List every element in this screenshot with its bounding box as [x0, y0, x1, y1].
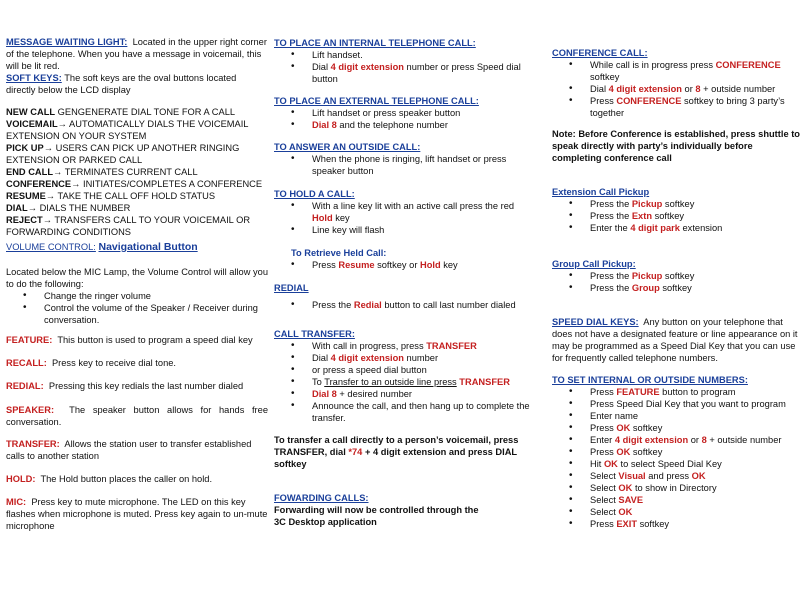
- list-item: • Press FEATURE button to program: [590, 386, 802, 398]
- external-call-section: TO PLACE AN EXTERNAL TELEPHONE CALL: • Lift handset or press speaker button • Dial 8 and the telephone number: [274, 95, 536, 131]
- soft-key-item: CONFERENCE→ INITIATES/COMPLETES A CONFERENCE: [6, 179, 263, 189]
- retrieve-held-section: To Retrieve Held Call: • Press Resume softkey or Hold key: [291, 247, 536, 271]
- hold-section: HOLD: The Hold button places the caller on hold.: [6, 474, 213, 484]
- volume-control-section: [6, 266, 268, 326]
- forwarding-section: FOWARDING CALLS: Forwarding will now be controlled through the 3C Desktop application: [274, 493, 479, 527]
- list-item: • Press the Group softkey: [590, 282, 802, 294]
- list-item: • Press Resume softkey or Hold key: [312, 259, 536, 271]
- transfer-section: TRANSFER: Allows the station user to transfer established calls to another station: [6, 439, 252, 461]
- set-numbers-section: TO SET INTERNAL OR OUTSIDE NUMBERS: • Press FEATURE button to program • Press Speed Dial Key that you want to program • Enter name • Press OK softkey • Enter 4 digit extension or 8 + outside number • Press OK softkey • Hit OK to select Speed Dial Key • Select Visual and press OK • Select OK to show in Directory • Select SAVE • Select OK • Press EXIT softkey: [552, 374, 802, 530]
- soft-key-item: NEW CALL GENGENERATE DIAL TONE FOR A CALL: [6, 107, 236, 117]
- list-item: • Enter 4 digit extension or 8 + outside number: [590, 434, 802, 446]
- volume-control-heading: VOLUME CONTROL: Navigational Button: [6, 241, 198, 253]
- list-item: • With call in progress, press TRANSFER: [312, 340, 536, 352]
- list-item: • Press the Extn softkey: [590, 210, 802, 222]
- list-item: • Select OK: [590, 506, 802, 518]
- list-item: • Press OK softkey: [590, 446, 802, 458]
- list-item: • Press CONFERENCE softkey to bring 3 party’s together: [590, 95, 802, 119]
- list-item: • Lift handset or press speaker button: [312, 107, 536, 119]
- soft-key-item: END CALL→ TERMINATES CURRENT CALL: [6, 167, 198, 177]
- extension-pickup-section: Extension Call Pickup • Press the Pickup softkey • Press the Extn softkey • Enter the 4 digit park extension: [552, 186, 802, 234]
- internal-call-section: TO PLACE AN INTERNAL TELEPHONE CALL: • Lift handset. • Dial 4 digit extension number or press Speed dial button: [274, 37, 536, 85]
- group-pickup-section: Group Call Pickup: • Press the Pickup softkey • Press the Group softkey: [552, 258, 802, 294]
- conference-note: Note: Before Conference is established, press shuttle to speak directly with party’s individually before completing conference call: [552, 129, 800, 163]
- list-item: • Change the ringer volume: [44, 290, 268, 302]
- list-item: • Dial 8 and the telephone number: [312, 119, 536, 131]
- soft-key-item: PICK UP→ USERS CAN PICK UP ANOTHER RINGING EXTENSION OR PARKED CALL: [6, 143, 240, 165]
- soft-key-item: REJECT→ TRANSFERS CALL TO YOUR VOICEMAIL OR FORWARDING CONDITIONS: [6, 215, 251, 237]
- redial-section: REDIAL • Press the Redial button to call last number dialed: [274, 282, 536, 311]
- list-item: • While call is in progress press CONFERENCE softkey: [590, 59, 802, 83]
- mwl-text: Located in the upper right corner of the telephone. When you have a message in voicemail, this will be lit red.: [6, 37, 267, 71]
- list-item: • Lift handset.: [312, 49, 536, 61]
- list-item: • Press the Pickup softkey: [590, 198, 802, 210]
- list-item: • Dial 4 digit extension number: [312, 352, 536, 364]
- volume-intro: Located below the MIC Lamp, the Volume Control will allow you to do the following:: [6, 267, 268, 289]
- list-item: • Announce the call, and then hang up to complete the transfer.: [312, 400, 536, 424]
- conference-section: CONFERENCE CALL: • While call is in progress press CONFERENCE softkey • Dial 4 digit extension or 8 + outside number • Press CONFERENCE softkey to bring 3 party’s together: [552, 47, 802, 119]
- list-item: • Select SAVE: [590, 494, 802, 506]
- hold-call-section: TO HOLD A CALL: • With a line key lit with an active call press the red Hold key • Line key will flash: [274, 188, 536, 236]
- speed-dial-section: SPEED DIAL KEYS: Any button on your telephone that does not have a designated feature or line appearance on it may be programmed as a Speed Dial Key that you can use for frequently called telephone numbers.: [552, 317, 798, 363]
- soft-keys-text: The soft keys are the oval buttons located directly below the LCD display: [6, 73, 237, 95]
- speaker-section: SPEAKER: The speaker button allows for hands free conversation.: [6, 405, 268, 427]
- voicemail-transfer-note: To transfer a call directly to a person’s voicemail, press TRANSFER, dial *74 + 4 digit extension and press DIAL softkey: [274, 435, 519, 469]
- list-item: • Dial 4 digit extension or 8 + outside number: [590, 83, 802, 95]
- list-item: • Line key will flash: [312, 224, 536, 236]
- list-item: • Enter the 4 digit park extension: [590, 222, 802, 234]
- mwl-heading: MESSAGE WAITING LIGHT:: [6, 37, 128, 47]
- list-item: • Hit OK to select Speed Dial Key: [590, 458, 802, 470]
- soft-keys-heading: SOFT KEYS:: [6, 73, 62, 83]
- list-item: • Select OK to show in Directory: [590, 482, 802, 494]
- list-item: • Control the volume of the Speaker / Receiver during conversation.: [44, 302, 268, 326]
- soft-key-item: VOICEMAIL→ AUTOMATICALLY DIALS THE VOICEMAIL EXTENSION ON YOUR SYSTEM: [6, 119, 249, 141]
- redial-section: REDIAL: Pressing this key redials the last number dialed: [6, 381, 244, 391]
- list-item: • Select Visual and press OK: [590, 470, 802, 482]
- list-item: • Press Speed Dial Key that you want to program: [590, 398, 802, 410]
- answer-call-section: TO ANSWER AN OUTSIDE CALL: • When the phone is ringing, lift handset or press speaker button: [274, 141, 536, 177]
- call-transfer-section: CALL TRANSFER: • With call in progress, press TRANSFER • Dial 4 digit extension number • or press a speed dial button • To Transfer to an outside line press TRANSFER • Dial 8 + desired number • Announce the call, and then hang up to complete the transfer.: [274, 328, 536, 424]
- list-item: • Enter name: [590, 410, 802, 422]
- list-item: • Dial 4 digit extension number or press Speed dial button: [312, 61, 536, 85]
- list-item: • When the phone is ringing, lift handset or press speaker button: [312, 153, 536, 177]
- list-item: • Press the Redial button to call last number dialed: [312, 299, 536, 311]
- list-item: • With a line key lit with an active call press the red Hold key: [312, 200, 536, 224]
- list-item: • Press EXIT softkey: [590, 518, 802, 530]
- soft-keys-section: [6, 72, 268, 96]
- soft-key-item: RESUME→ TAKE THE CALL OFF HOLD STATUS: [6, 191, 216, 201]
- recall-section: RECALL: Press key to receive dial tone.: [6, 358, 176, 368]
- message-waiting-light-section: [6, 36, 268, 72]
- feature-section: FEATURE: This button is used to program a speed dial key: [6, 335, 253, 345]
- list-item: • Press the Pickup softkey: [590, 270, 802, 282]
- list-item: • To Transfer to an outside line press TRANSFER: [312, 376, 536, 388]
- mic-section: MIC: Press key to mute microphone. The LED on this key flashes when microphone is muted. Press key again to un-mute microphone: [6, 497, 268, 531]
- list-item: • Press OK softkey: [590, 422, 802, 434]
- list-item: • or press a speed dial button: [312, 364, 536, 376]
- list-item: • Dial 8 + desired number: [312, 388, 536, 400]
- soft-key-item: DIAL→ DIALS THE NUMBER: [6, 203, 131, 213]
- soft-key-list: [6, 106, 268, 238]
